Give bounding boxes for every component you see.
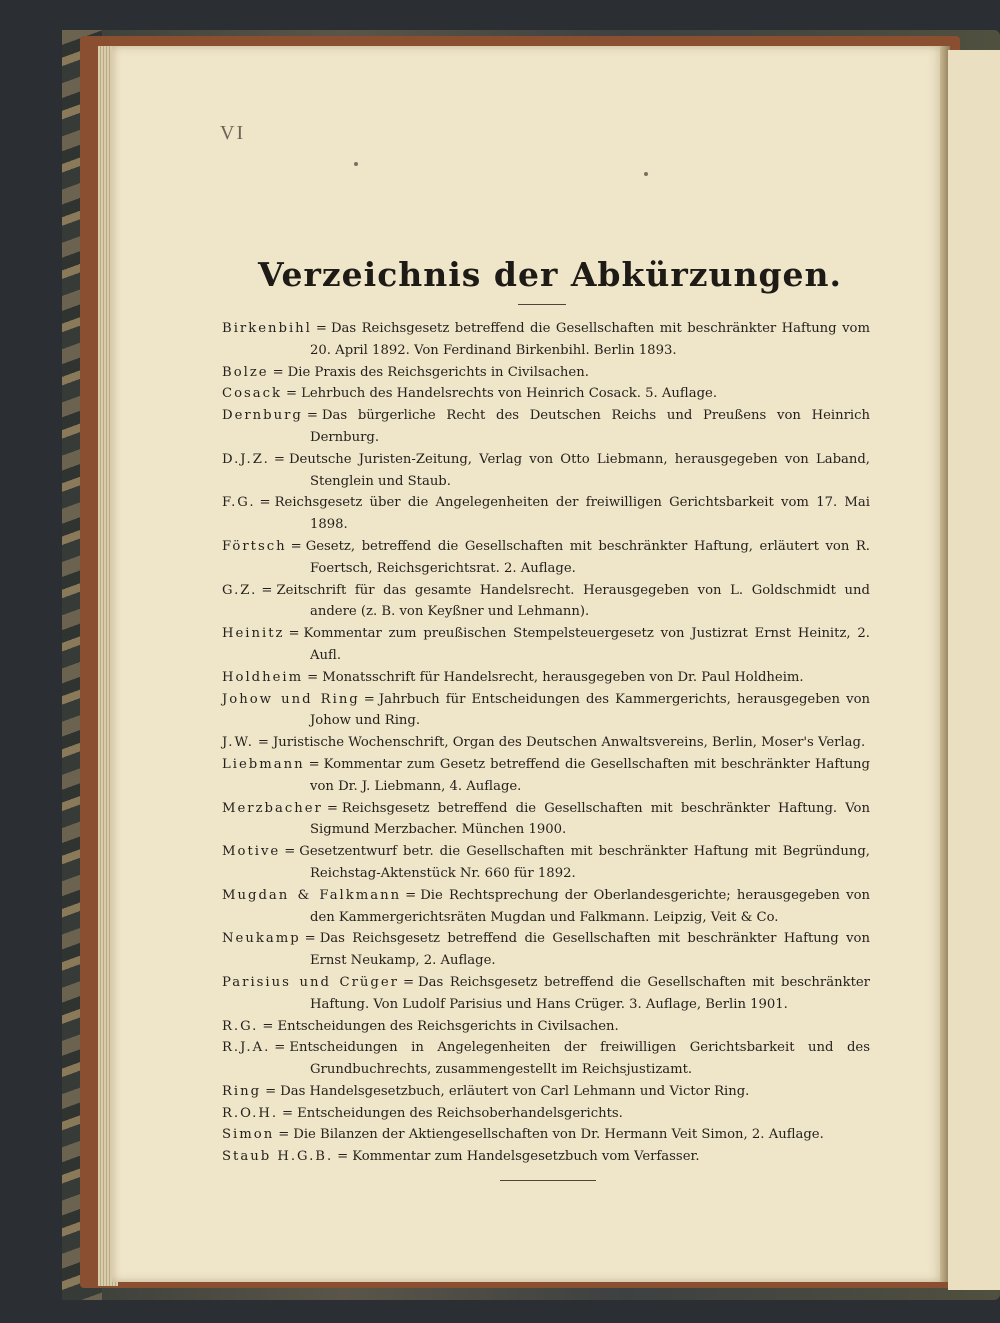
list-item: Ring = Das Handelsgesetzbuch, erläutert von Carl Lehmann und Victor Ring.	[222, 1083, 750, 1099]
list-item: Dernburg = Das bürgerliche Recht des Deutschen Reichs und Preußens von Heinrich Dernburg.	[222, 408, 870, 445]
definition: Das Reichsgesetz betreffend die Gesellschaften mit beschränkter Haftung vom 20. April 1892. Von Ferdinand Birkenbihl. Berlin 1893.	[310, 321, 870, 358]
definition: Gesetz, betreffend die Gesellschaften mit beschränkter Haftung, erläutert von R. Foertsch, Reichsgerichtsrat. 2. Auflage.	[305, 538, 870, 576]
definition: Deutsche Juristen-Zeitung, Verlag von Otto Liebmann, herausgegeben von Laband, Stenglein und Staub.	[288, 451, 870, 489]
list-item: Cosack = Lehrbuch des Handelsrechts von Heinrich Cosack. 5. Auflage.	[222, 386, 718, 402]
definition: Die Rechtsprechung der Oberlandesgerichte; herausgegeben von den Kammergerichtsräten Mugdan und Falkmann. Leipzig, Veit & Co.	[310, 887, 871, 925]
definition: Monatsschrift für Handelsrecht, herausgegeben von Dr. Paul Holdheim.	[322, 669, 804, 685]
abbreviation: R.J.A.	[222, 1040, 271, 1056]
definition: Zeitschrift für das gesamte Handelsrecht. Herausgegeben von L. Goldschmidt und andere (z. B. von Keyßner und Lehmann).	[276, 582, 870, 620]
list-item: Neukamp = Das Reichsgesetz betreffend die Gesellschaften mit beschränkter Haftung von Ernst Neukamp, 2. Auflage.	[222, 931, 870, 969]
abbreviation: Parisius und Crüger	[222, 974, 399, 990]
abbreviation: Neukamp	[222, 931, 301, 947]
list-item: Liebmann = Kommentar zum Gesetz betreffend die Gesellschaften mit beschränkter Haftung von Dr. J. Liebmann, 4. Auflage.	[222, 756, 870, 794]
definition: Das bürgerliche Recht des Deutschen Reichs und Preußens von Heinrich Dernburg.	[310, 408, 870, 445]
definition: Jahrbuch für Entscheidungen des Kammergerichts, herausgegeben von Johow und Ring.	[310, 691, 870, 729]
abbreviation: R.O.H.	[222, 1105, 279, 1121]
abbreviation: F.G.	[222, 495, 256, 511]
list-item: R.J.A. = Entscheidungen in Angelegenheiten der freiwilligen Gerichtsbarkeit und des Grundbuchrechts, zusammengestellt im Reichsjustizamt.	[222, 1040, 870, 1078]
list-item: J.W. = Juristische Wochenschrift, Organ des Deutschen Anwaltsvereins, Berlin, Moser's Verlag.	[222, 735, 866, 751]
abbreviation: Förtsch	[222, 538, 287, 554]
abbreviation: Liebmann	[222, 756, 305, 772]
abbreviation: Dernburg	[222, 408, 303, 424]
abbreviation: Bolze	[222, 364, 269, 380]
abbreviation: Ring	[222, 1083, 262, 1099]
definition: Lehrbuch des Handelsrechts von Heinrich Cosack. 5. Auflage.	[301, 386, 718, 402]
ink-speck	[644, 172, 648, 176]
definition: Das Reichsgesetz betreffend die Gesellschaften mit beschränkter Haftung. Von Ludolf Parisius und Hans Crüger. 3. Auflage, Berlin 1901.	[310, 974, 870, 1012]
definition: Reichsgesetz über die Angelegenheiten der freiwilligen Gerichtsbarkeit vom 17. Mai 1898.	[274, 495, 870, 533]
title-rule	[518, 304, 566, 305]
definition: Die Bilanzen der Aktiengesellschaften von Dr. Hermann Veit Simon, 2. Auflage.	[293, 1127, 824, 1143]
page-title: Verzeichnis der Abkürzungen.	[257, 255, 843, 294]
abbreviation-list	[222, 318, 870, 1168]
definition: Entscheidungen des Reichsgerichts in Civilsachen.	[277, 1018, 619, 1034]
abbreviation: R.G.	[222, 1018, 259, 1034]
ink-speck	[354, 162, 358, 166]
definition: Entscheidungen in Angelegenheiten der freiwilligen Gerichtsbarkeit und des Grundbuchrechts, zusammengestellt im Reichsjustizamt.	[289, 1040, 870, 1078]
definition: Kommentar zum preußischen Stempelsteuergesetz von Justizrat Ernst Heinitz, 2. Aufl.	[303, 626, 870, 663]
abbreviation: Mugdan & Falkmann	[222, 887, 402, 903]
list-item: Mugdan & Falkmann = Die Rechtsprechung der Oberlandesgerichte; herausgegeben von den Kammergerichtsräten Mugdan und Falkmann. Leipzig, Veit & Co.	[222, 887, 871, 925]
facing-page	[948, 50, 1000, 1290]
list-item: G.Z. = Zeitschrift für das gesamte Handelsrecht. Herausgegeben von L. Goldschmidt und andere (z. B. von Keyßner und Lehmann).	[222, 582, 870, 620]
end-rule	[500, 1180, 596, 1181]
definition: Reichsgesetz betreffend die Gesellschaften mit beschränkter Haftung. Von Sigmund Merzbacher. München 1900.	[310, 800, 870, 838]
definition: Das Handelsgesetzbuch, erläutert von Carl Lehmann und Victor Ring.	[280, 1083, 750, 1099]
page-number: VI	[220, 122, 246, 144]
list-item: Heinitz = Kommentar zum preußischen Stempelsteuergesetz von Justizrat Ernst Heinitz, 2. Aufl.	[222, 626, 870, 663]
list-item: F.G. = Reichsgesetz über die Angelegenheiten der freiwilligen Gerichtsbarkeit vom 17. Mai 1898.	[222, 495, 870, 533]
abbreviation: Staub H.G.B.	[222, 1149, 334, 1165]
definition: Kommentar zum Handelsgesetzbuch vom Verfasser.	[352, 1149, 700, 1165]
abbreviation: Holdheim	[222, 669, 304, 685]
abbreviation: Simon	[222, 1127, 275, 1143]
list-item: D.J.Z. = Deutsche Juristen-Zeitung, Verlag von Otto Liebmann, herausgegeben von Laband, Stenglein und Staub.	[222, 451, 870, 489]
list-item: Förtsch = Gesetz, betreffend die Gesellschaften mit beschränkter Haftung, erläutert von R. Foertsch, Reichsgerichtsrat. 2. Auflage.	[222, 538, 870, 576]
list-item: Motive = Gesetzentwurf betr. die Gesellschaften mit beschränkter Haftung mit Begründung, Reichstag-Aktenstück Nr. 660 für 1892.	[222, 844, 870, 881]
list-item: Birkenbihl = Das Reichsgesetz betreffend die Gesellschaften mit beschränkter Haftung vom 20. April 1892. Von Ferdinand Birkenbihl. Berlin 1893.	[222, 321, 870, 358]
definition: Entscheidungen des Reichsoberhandelsgerichts.	[297, 1105, 623, 1121]
definition: Gesetzentwurf betr. die Gesellschaften mit beschränkter Haftung mit Begründung, Reichstag-Aktenstück Nr. 660 für 1892.	[299, 844, 870, 881]
list-item: Simon = Die Bilanzen der Aktiengesellschaften von Dr. Hermann Veit Simon, 2. Auflage.	[222, 1127, 824, 1143]
abbreviation: Heinitz	[222, 626, 285, 642]
list-item: Holdheim = Monatsschrift für Handelsrecht, herausgegeben von Dr. Paul Holdheim.	[222, 669, 804, 685]
list-item: R.O.H. = Entscheidungen des Reichsoberhandelsgerichts.	[222, 1105, 623, 1121]
list-item: Staub H.G.B. = Kommentar zum Handelsgesetzbuch vom Verfasser.	[222, 1149, 700, 1165]
list-item: R.G. = Entscheidungen des Reichsgerichts in Civilsachen.	[222, 1018, 619, 1034]
abbreviation: J.W.	[222, 735, 254, 751]
abbreviation: Merzbacher	[222, 800, 323, 816]
abbreviation: G.Z.	[222, 582, 258, 598]
definition: Kommentar zum Gesetz betreffend die Gesellschaften mit beschränkter Haftung von Dr. J. Liebmann, 4. Auflage.	[310, 756, 870, 794]
list-item: Merzbacher = Reichsgesetz betreffend die Gesellschaften mit beschränkter Haftung. Von Sigmund Merzbacher. München 1900.	[222, 800, 870, 838]
abbreviation: D.J.Z.	[222, 451, 270, 467]
definition: Das Reichsgesetz betreffend die Gesellschaften mit beschränkter Haftung von Ernst Neukamp, 2. Auflage.	[310, 931, 870, 969]
abbreviation: Cosack	[222, 386, 283, 402]
abbreviation: Birkenbihl	[222, 321, 312, 336]
definition: Die Praxis des Reichsgerichts in Civilsachen.	[287, 364, 589, 380]
definition: Juristische Wochenschrift, Organ des Deutschen Anwaltsvereins, Berlin, Moser's Verlag.	[272, 735, 866, 751]
list-item: Parisius und Crüger = Das Reichsgesetz betreffend die Gesellschaften mit beschränkter Haftung. Von Ludolf Parisius und Hans Crüger. 3. Auflage, Berlin 1901.	[222, 974, 870, 1012]
abbreviation: Johow und Ring	[222, 691, 360, 707]
abbreviation: Motive	[222, 844, 281, 860]
list-item: Johow und Ring = Jahrbuch für Entscheidungen des Kammergerichts, herausgegeben von Johow und Ring.	[222, 691, 870, 729]
list-item: Bolze = Die Praxis des Reichsgerichts in Civilsachen.	[222, 364, 589, 380]
